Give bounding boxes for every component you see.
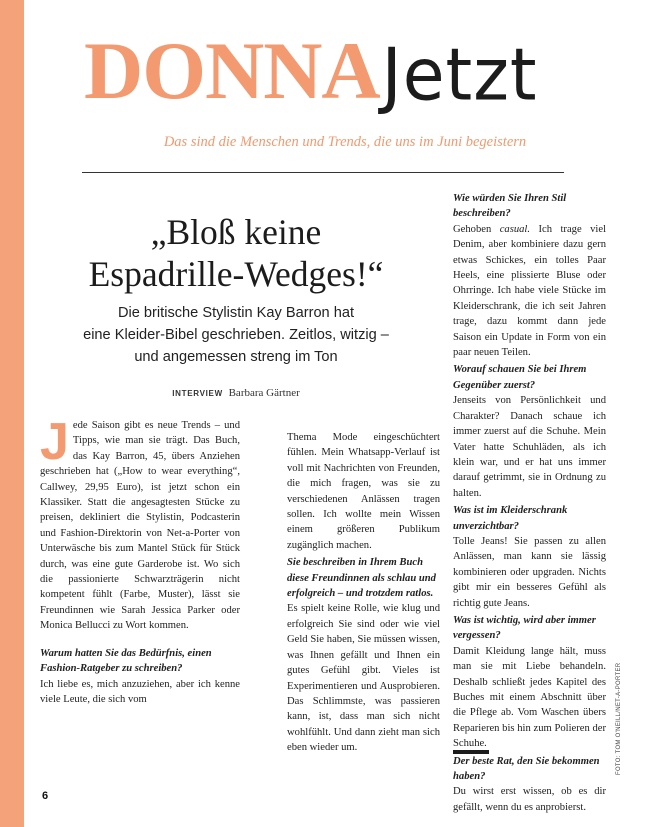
interview-answer: Tolle Jeans! Sie passen zu allen Anlässen, man kann sie lässig kombinieren oder upgraden. Nichts gibt mir ein besseres Gefühl als richtig gute Jeans. [453,535,606,609]
section-tagline: Das sind die Menschen und Trends, die uns im Juni begeistern [163,134,527,150]
header-rule [82,172,564,173]
text-column-2 [287,430,440,756]
intro-text: ede Saison gibt es neue Trends – und Tipps, wie man sie trägt. Das Buch, das Kay Barron, 45, übers Anziehen geschrieben hat („How to wear everything“, Callwey, 29,95 Euro), ist jetzt schon ein Klassiker. Statt die angesagtesten Stücke zu preisen, dekliniert die Stylistin, Podcasterin und Fashion-Direktorin von Net-a-Porter von Unterwäsche bis zum Mantel Stück für Stück durch, was eine gute Garderobe ist. Wo sich die passionierte Schwarzträgerin nicht kompetent fühlt (Farbe, Muster), lässt sie Freundinnen wie Sarah Jessica Parker oder Monica Bellucci zu Wort kommen. [40,420,240,632]
interview-answer: Ich liebe es, mich anzuziehen, aber ich kenne viele Leute, die sich vom [40,678,240,705]
interview-answer: Du wirst erst wissen, ob es dir gefällt, wenn du es anprobierst. [453,786,606,813]
interview-question: Warum hatten Sie das Bedürfnis, einen Fashion-Ratgeber zu schreiben? [40,647,212,675]
answer-emphasis: casual. [499,223,531,235]
interview-answer [453,222,606,361]
article-subhead [36,302,436,368]
masthead-jetzt: Jetzt [381,33,538,118]
headline-line: „Bloß keine [150,212,322,252]
interview-answer: Thema Mode eingeschüchtert fühlen. Mein Whatsapp-Verlauf ist voll mit Nachrichten von Freunden, die mich fragen, was sie zu verschiedenen Anlässen tragen sollen. Ich wollte mein Wissen einem größeren Publikum zugänglich machen. [287,432,440,551]
end-mark [453,750,489,754]
page-number: 6 [42,790,49,802]
drop-cap: J [40,413,69,471]
text-column-3 [453,189,606,815]
answer-text: Ich trage viel Denim, aber kombiniere dazu gern etwas Schickes, ein tolles Paar Heels, eine plissierte Bluse oder Ohrringe. Ich habe viele Stücke im Kleiderschrank, die ich seit Jahren trage, dazu kommt dann jede Saison ein Update in Form von ein paar neuen Teilen. [453,223,607,359]
interview-answer: Es spielt keine Rolle, wie klug und erfolgreich Sie sind oder wie viel Geld Sie haben, Sie müssen wissen, was Ihnen gefällt und Ihnen ein gutes Gefühl gibt. Vieles ist Experimentieren und Ausprobieren. Das Schlimmste, was passieren kann, ist, dass man sich nicht wohlfühlt. Und dann zieht man sich eben wieder um. [287,603,440,754]
interview-question: Was ist wichtig, wird aber immer vergessen? [453,614,596,642]
interview-question: Der beste Rat, den Sie bekommen haben? [453,755,600,783]
masthead-donna: DONNA [84,25,380,116]
interview-question: Worauf schauen Sie bei Ihrem Gegenüber zuerst? [453,364,587,391]
interview-question: Sie beschreiben in Ihrem Buch diese Freundinnen als schlau und erfolgreich – und trotzdem ratlos. [287,557,436,600]
headline-line: Espadrille-Wedges!“ [88,254,384,294]
subhead-line: eine Kleider-Bibel geschrieben. Zeitlos, witzig – [83,327,389,343]
byline [36,387,436,399]
subhead-line: Die britische Stylistin Kay Barron hat [117,305,355,321]
article-headline [36,211,436,295]
byline-label: INTERVIEW [172,389,223,398]
byline-author: Barbara Gärtner [228,387,300,399]
interview-answer: Damit Kleidung lange hält, muss man sie mit Liebe behandeln. Deshalb schließt jedes Kapitel des Buches mit einem Abschnitt über die Pflege ab. Vom Waschen übers Reparieren bis hin zum Polieren der Schuhe. [453,645,606,750]
interview-question: Was ist im Kleiderschrank unverzichtbar? [453,505,568,532]
photo-credit-text: FOTO: TOM O'NEILL/NET-A-PORTER [616,662,622,775]
subhead-line: und angemessen streng im Ton [134,349,338,365]
accent-stripe [0,0,24,827]
interview-question: Wie würden Sie Ihren Stil beschreiben? [453,193,567,220]
masthead [84,26,538,116]
photo-credit [616,650,626,775]
text-column-1 [40,413,240,707]
intro-paragraph [40,413,240,634]
answer-text: Gehoben [453,223,500,235]
interview-answer: Jenseits von Persönlichkeit und Charakter? Danach schaue ich immer zuerst auf die Schuhe. Mein Vater hatte Schuhläden, als ich klein war, und er hat uns immer darauf getrimmt, sie in Ordnung zu halten. [453,395,606,499]
